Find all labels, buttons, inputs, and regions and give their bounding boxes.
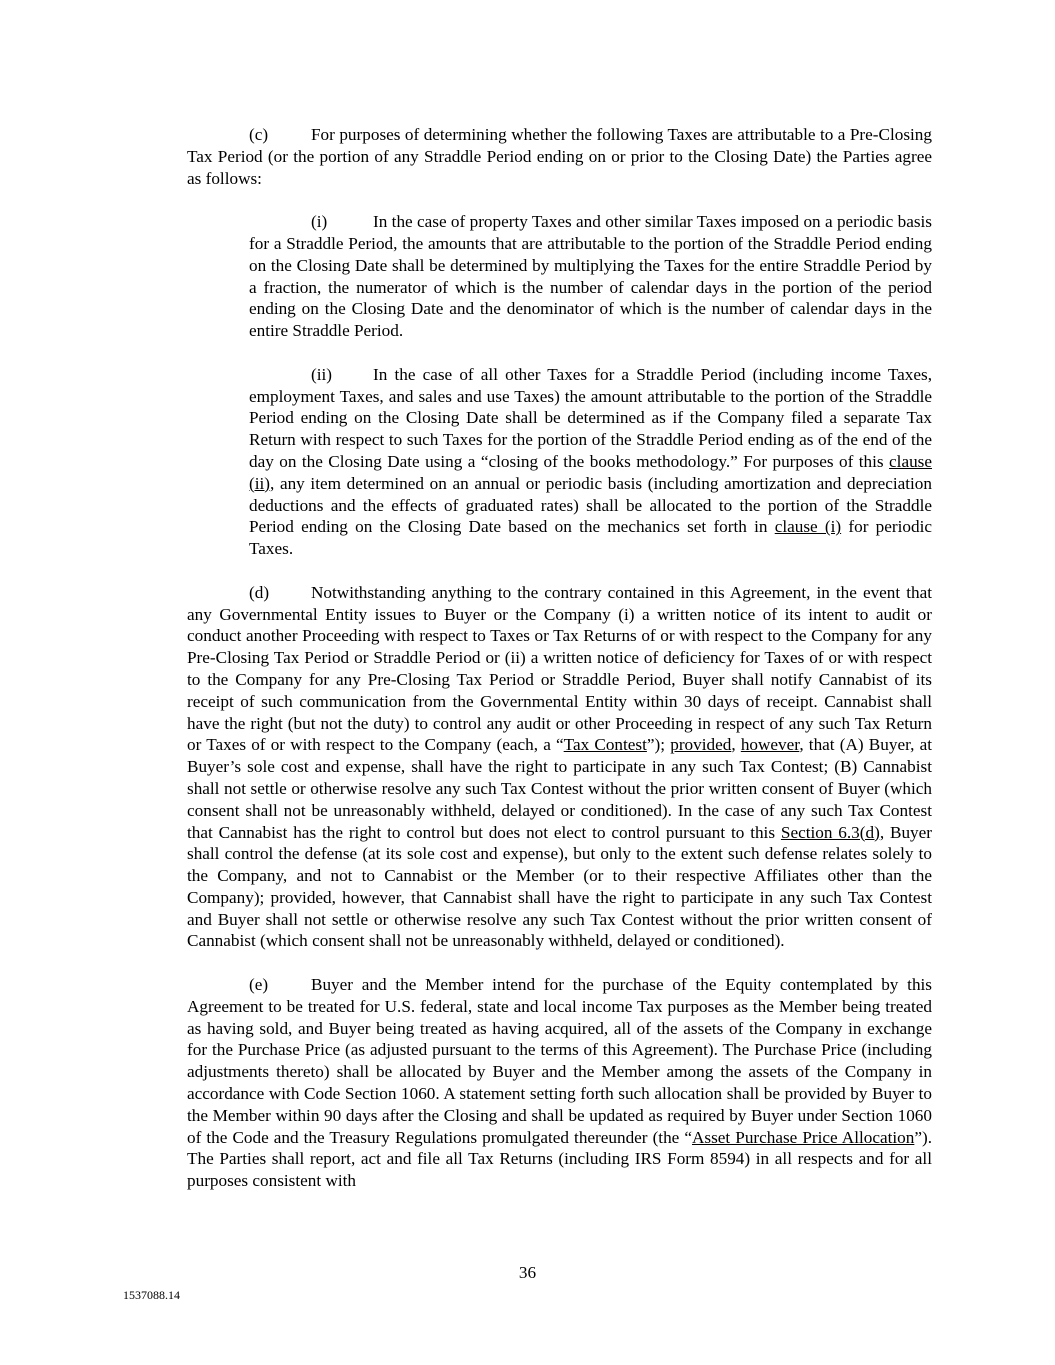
defined-term-tax-contest: Tax Contest [563,735,647,755]
document-id: 1537088.14 [123,1288,180,1302]
clause-i-reference: clause (i) [774,517,842,537]
page-number: 36 [518,1263,537,1282]
clause-ii-reference: clause (ii) [249,451,932,493]
document-body [187,124,932,1214]
paragraph-text: In the case of property Taxes and other similar Taxes imposed on a periodic basis for a Straddle Period, the amounts that are attributable to the portion of the Straddle Period ending on the Closing Date shall be determined by multiplying the Taxes for the entire Straddle Period by a fraction, the numerator of which is the number of calendar days in the portion of the period ending on the Closing Date and the denominator of which is the number of calendar days in the entire Straddle Period. [249,212,932,341]
paragraph-text: , that (A) Buyer, at Buyer’s sole cost and expense, shall have the right to participate in any such Tax Contest; (B) Cannabist shall not settle or otherwise resolve any such Tax Contest without the prior written consent of Buyer (which consent shall not be unreasonably withheld, delayed or conditioned). In the case of any such Tax Contest that Cannabist has the right to control but does not elect to control pursuant to this [187,735,932,842]
paragraph-e [187,974,932,1192]
provided-term: provided [670,735,732,755]
paragraph-text: , [731,735,741,755]
paragraph-text: In the case of all other Taxes for a Straddle Period (including income Taxes, employment Taxes, and sales and use Taxes) the amount attributable to the portion of the Straddle Period ending on the Closing Date shall be determined as if the Company filed a separate Tax Return with respect to such Taxes for the portion of the Straddle Period ending as of the end of the day on the Closing Date using a “closing of the books methodology.” For purposes of this [249,364,932,471]
paragraph-marker: (ii) [311,364,332,384]
defined-term-asset-purchase-price-allocation: Asset Purchase Price Allocation [692,1127,915,1147]
paragraph-marker: (c) [249,125,269,144]
paragraph-marker: (e) [249,975,269,995]
paragraph-text: For purposes of determining whether the following Taxes are attributable to a Pre-Closing Tax Period (or the portion of any Straddle Period ending on or prior to the Closing Date) the Parties agree as follows: [187,125,932,188]
paragraph-c-ii [249,364,932,560]
paragraph-c-i [249,211,932,342]
paragraph-d [187,582,932,953]
paragraph-text: Notwithstanding anything to the contrary contained in this Agreement, in the event that any Governmental Entity issues to Buyer or the Company (i) a written notice of its intent to audit or conduct another Proceeding with respect to Taxes or Tax Returns of or with respect to the Company for any Pre-Closing Tax Period or Straddle Period or (ii) a written notice of deficiency for Taxes of or with respect to the Company for any Pre-Closing Tax Period or Straddle Period, Buyer shall notify Cannabist of its receipt of such communication from the Governmental Entity within 30 days of receipt. Cannabist shall have the right (but not the duty) to control any audit or other Proceeding in respect of any such Tax Return or Taxes of or with respect to the Company (each, a “ [187,582,932,755]
however-term: however [740,735,800,755]
paragraph-marker: (d) [249,582,270,602]
paragraph-text: for periodic Taxes. [249,517,932,559]
paragraph-text: ”). The Parties shall report, act and file all Tax Returns (including IRS Form 8594) in all respects and for all purposes consistent with [187,1127,932,1191]
paragraph-text: Buyer and the Member intend for the purchase of the Equity contemplated by this Agreement to be treated for U.S. federal, state and local income Tax purposes as the Member being treated as having sold, and Buyer being treated as having acquired, all of the assets of the Company in exchange for the Purchase Price (as adjusted pursuant to the terms of this Agreement). The Purchase Price (including adjustments thereto) shall be allocated by Buyer and the Member among the assets of the Company in accordance with Code Section 1060. A statement setting forth such allocation shall be provided by Buyer to the Member within 90 days after the Closing and shall be updated as required by Buyer under Section 1060 of the Code and the Treasury Regulations promulgated thereunder (the “ [187,975,932,1147]
section-reference: Section 6.3(d) [780,822,880,842]
paragraph-text: , Buyer shall control the defense (at its sole cost and expense), but only to the extent such defense relates solely to the Company, and not to Cannabist or the Member (or to their respective Affiliates other than the Company); provided, however, that Cannabist shall have the right to participate in any such Tax Contest and Buyer shall not settle or otherwise resolve any such Tax Contest without the prior written consent of Cannabist (which consent shall not be unreasonably withheld, delayed or conditioned). [187,822,932,951]
paragraph-text: , any item determined on an annual or periodic basis (including amortization and depreciation deductions and the effects of graduated rates) shall be allocated to the portion of the Straddle Period ending on the Closing Date based on the mechanics set forth in [249,473,932,537]
paragraph-c [187,124,932,189]
paragraph-text: ”); [646,735,671,755]
paragraph-marker: (i) [311,212,328,232]
